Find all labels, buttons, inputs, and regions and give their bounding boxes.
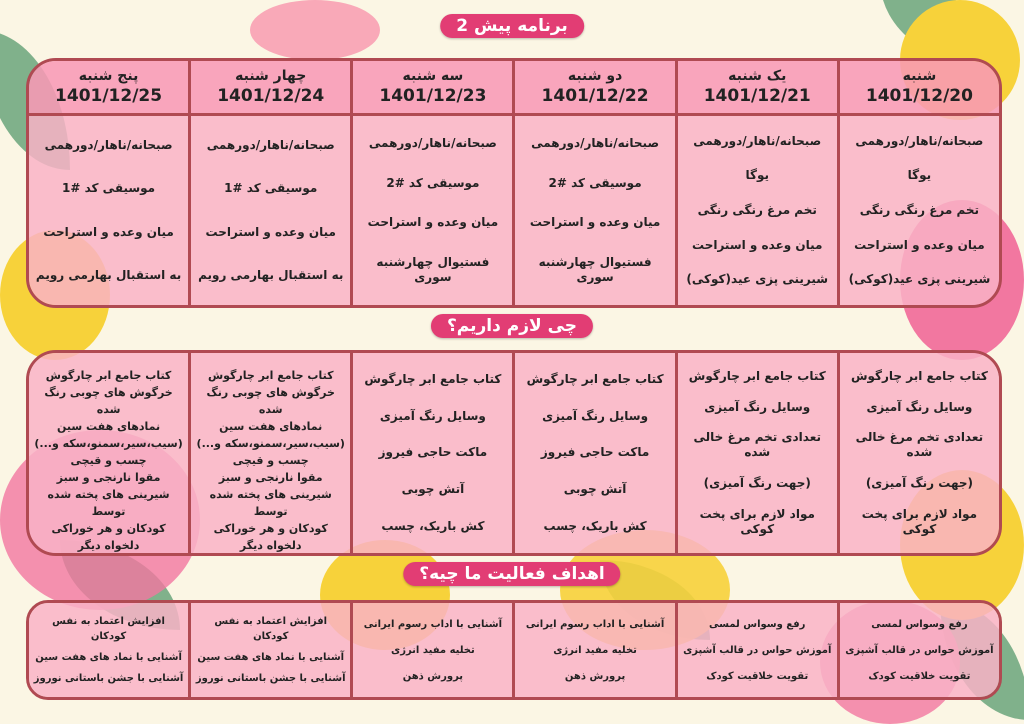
goals-list bbox=[353, 603, 512, 697]
need-item: خرگوش های چوبی رنگ شده bbox=[206, 386, 335, 416]
need-item: (جهت رنگ آمیزی) bbox=[703, 476, 811, 491]
pink-flower-icon bbox=[250, 0, 380, 60]
goal-item: آشنایی با اداب رسوم ایرانی bbox=[363, 618, 503, 630]
schedule-table bbox=[26, 58, 1002, 308]
need-item: کش باریک، چسب bbox=[381, 519, 485, 534]
goals-column bbox=[837, 603, 999, 697]
day-name: سه شنبه bbox=[402, 68, 464, 84]
needs-column bbox=[350, 353, 512, 553]
need-item: مواد لازم برای پخت کوکی bbox=[861, 507, 978, 537]
activity: شیرینی پزی عید(کوکی) bbox=[848, 272, 991, 287]
activity: میان وعده و استراحت bbox=[367, 215, 499, 230]
need-item: کتاب جامع ابر چارگوش bbox=[850, 368, 988, 383]
schedule-title: برنامه پیش 2 bbox=[440, 14, 584, 38]
goal-item: تخلیه مفید انرژی bbox=[553, 644, 637, 656]
goals-title: اهداف فعالیت ما چیه؟ bbox=[403, 562, 620, 586]
day-column bbox=[837, 61, 999, 305]
day-date: 1401/12/20 bbox=[865, 86, 973, 106]
day-date: 1401/12/21 bbox=[703, 86, 811, 106]
needs-column bbox=[675, 353, 837, 553]
need-item: چسب و قیچی bbox=[232, 454, 309, 467]
day-header bbox=[353, 61, 512, 116]
activity: موسیقی کد #2 bbox=[386, 175, 480, 190]
goals-list bbox=[678, 603, 837, 697]
goals-list bbox=[191, 603, 350, 697]
goals-list bbox=[515, 603, 674, 697]
need-item: کودکان و هر خوراکی دلخواه دیگر bbox=[51, 522, 166, 552]
day-date: 1401/12/24 bbox=[217, 86, 325, 106]
activity: فستیوال چهارشنبه سوری bbox=[376, 254, 490, 284]
activity: به استقبال بهارمی رویم bbox=[198, 267, 344, 282]
goal-item: آشنایی با اداب رسوم ایرانی bbox=[525, 618, 665, 630]
day-date: 1401/12/23 bbox=[379, 86, 487, 106]
need-item: تعدادی تخم مرغ خالی شده bbox=[693, 430, 821, 460]
need-item: کتاب جامع ابر چارگوش bbox=[364, 371, 502, 386]
goal-item: رفع وسواس لمسی bbox=[709, 618, 806, 630]
need-item: خرگوش های چوبی رنگ شده bbox=[44, 386, 173, 416]
activity: موسیقی کد #2 bbox=[548, 175, 642, 190]
activity: یوگا bbox=[907, 168, 932, 183]
goal-item: آموزش حواس در قالب آشپزی bbox=[683, 644, 832, 656]
need-item: نمادهای هفت سین bbox=[219, 420, 323, 433]
goal-item: پرورش ذهن bbox=[402, 670, 464, 682]
goal-item: رفع وسواس لمسی bbox=[871, 618, 968, 630]
need-item: وسایل رنگ آمیزی bbox=[704, 399, 811, 414]
need-item: کتاب جامع ابر چارگوش bbox=[207, 369, 334, 382]
day-column bbox=[188, 61, 350, 305]
need-item: شیرینی های پخته شده توسط bbox=[47, 488, 170, 518]
goals-column bbox=[350, 603, 512, 697]
need-item: شیرینی های پخته شده توسط bbox=[209, 488, 332, 518]
day-column bbox=[512, 61, 674, 305]
needs-list bbox=[515, 353, 674, 553]
need-item: (سیب،سیر،سمنو،سکه و...) bbox=[196, 437, 345, 450]
need-item: مواد لازم برای پخت کوکی bbox=[699, 507, 815, 537]
need-item: (جهت رنگ آمیزی) bbox=[865, 476, 974, 491]
needs-column bbox=[837, 353, 999, 553]
activity: صبحانه/ناهار/دورهمی bbox=[368, 136, 497, 151]
activity: میان وعده و استراحت bbox=[692, 237, 823, 252]
activity: صبحانه/ناهار/دورهمی bbox=[693, 133, 822, 148]
day-name: شنبه bbox=[902, 68, 937, 84]
day-activities bbox=[29, 116, 188, 305]
needs-title: چی لازم داریم؟ bbox=[431, 314, 593, 338]
activity: فستیوال چهارشنبه سوری bbox=[538, 254, 652, 284]
goals-column bbox=[29, 603, 188, 697]
need-item: نمادهای هفت سین bbox=[56, 420, 161, 433]
need-item: (سیب،سیر،سمنو،سکه و...) bbox=[34, 437, 183, 450]
goal-item: تخلیه مفید انرژی bbox=[391, 644, 475, 656]
need-item: مقوا نارنجی و سبز bbox=[218, 471, 323, 484]
day-header bbox=[29, 61, 188, 116]
day-name: دو شنبه bbox=[567, 68, 623, 84]
need-item: کتاب جامع ابر چارگوش bbox=[526, 371, 664, 386]
goal-item: افزایش اعتماد به نفس کودکان bbox=[52, 616, 165, 642]
goal-item: آشنایی با نماد های هفت سین bbox=[35, 652, 182, 663]
need-item: تعدادی تخم مرغ خالی شده bbox=[855, 430, 984, 460]
goals-list bbox=[840, 603, 999, 697]
needs-list bbox=[678, 353, 837, 553]
activity: موسیقی کد #1 bbox=[224, 181, 318, 196]
need-item: کودکان و هر خوراکی دلخواه دیگر bbox=[213, 522, 328, 552]
goals-column bbox=[188, 603, 350, 697]
goal-item: تقویت خلاقیت کودک bbox=[706, 670, 809, 682]
activity: میان وعده و استراحت bbox=[529, 215, 661, 230]
activity: تخم مرغ رنگی رنگی bbox=[697, 202, 817, 217]
day-name: یک شنبه bbox=[728, 68, 787, 84]
need-item: ماکت حاجی فیروز bbox=[540, 445, 650, 460]
day-column bbox=[29, 61, 188, 305]
need-item: وسایل رنگ آمیزی bbox=[379, 408, 486, 423]
need-item: ماکت حاجی فیروز bbox=[378, 445, 488, 460]
activity: صبحانه/ناهار/دورهمی bbox=[531, 136, 660, 151]
need-item: کتاب جامع ابر چارگوش bbox=[45, 369, 172, 382]
goal-item: افزایش اعتماد به نفس کودکان bbox=[214, 616, 328, 642]
needs-list bbox=[191, 353, 350, 556]
need-item: وسایل رنگ آمیزی bbox=[866, 399, 973, 414]
goal-item: پرورش ذهن bbox=[564, 670, 626, 682]
day-column bbox=[350, 61, 512, 305]
activity: یوگا bbox=[745, 168, 769, 183]
day-column bbox=[675, 61, 837, 305]
day-header bbox=[191, 61, 350, 116]
needs-column bbox=[29, 353, 188, 553]
activity: شیرینی پزی عید(کوکی) bbox=[686, 272, 829, 287]
goals-table bbox=[26, 600, 1002, 700]
goal-item: تقویت خلاقیت کودک bbox=[868, 670, 971, 682]
need-item: آتش چوبی bbox=[401, 482, 465, 497]
activity: میان وعده و استراحت bbox=[205, 224, 336, 239]
activity: صبحانه/ناهار/دورهمی bbox=[855, 133, 984, 148]
activity: به استقبال بهارمی رویم bbox=[35, 267, 182, 282]
day-activities bbox=[515, 116, 674, 305]
goal-item: آشنایی با نماد های هفت سین bbox=[197, 652, 345, 663]
need-item: آتش چوبی bbox=[563, 482, 627, 497]
needs-list bbox=[353, 353, 512, 553]
activity: صبحانه/ناهار/دورهمی bbox=[44, 138, 173, 153]
needs-table bbox=[26, 350, 1002, 556]
day-name: چهار شنبه bbox=[235, 68, 307, 84]
activity: میان وعده و استراحت bbox=[854, 237, 985, 252]
need-item: مقوا نارنجی و سبز bbox=[56, 471, 161, 484]
day-activities bbox=[840, 116, 999, 305]
need-item: چسب و قیچی bbox=[70, 454, 147, 467]
activity: تخم مرغ رنگی رنگی bbox=[859, 202, 980, 217]
activity: صبحانه/ناهار/دورهمی bbox=[206, 138, 335, 153]
goals-column bbox=[512, 603, 674, 697]
day-header bbox=[840, 61, 999, 116]
needs-column bbox=[188, 353, 350, 553]
day-header bbox=[678, 61, 837, 116]
need-item: کش باریک، چسب bbox=[543, 519, 647, 534]
day-date: 1401/12/25 bbox=[55, 86, 163, 106]
goals-column bbox=[675, 603, 837, 697]
day-activities bbox=[353, 116, 512, 305]
day-name: پنج شنبه bbox=[78, 68, 139, 84]
day-header bbox=[515, 61, 674, 116]
goals-list bbox=[29, 603, 188, 697]
activity: میان وعده و استراحت bbox=[43, 224, 174, 239]
day-activities bbox=[678, 116, 837, 305]
activity: موسیقی کد #1 bbox=[62, 181, 156, 196]
needs-list bbox=[29, 353, 188, 556]
needs-column bbox=[512, 353, 674, 553]
need-item: وسایل رنگ آمیزی bbox=[542, 408, 649, 423]
goal-item: آشنایی با جشن باستانی نوروز bbox=[195, 673, 346, 684]
goal-item: آموزش حواس در قالب آشپزی bbox=[845, 644, 994, 656]
day-date: 1401/12/22 bbox=[541, 86, 649, 106]
need-item: کتاب جامع ابر چارگوش bbox=[688, 368, 826, 383]
goal-item: آشنایی با جشن باستانی نوروز bbox=[33, 673, 184, 684]
day-activities bbox=[191, 116, 350, 305]
needs-list bbox=[840, 353, 999, 553]
